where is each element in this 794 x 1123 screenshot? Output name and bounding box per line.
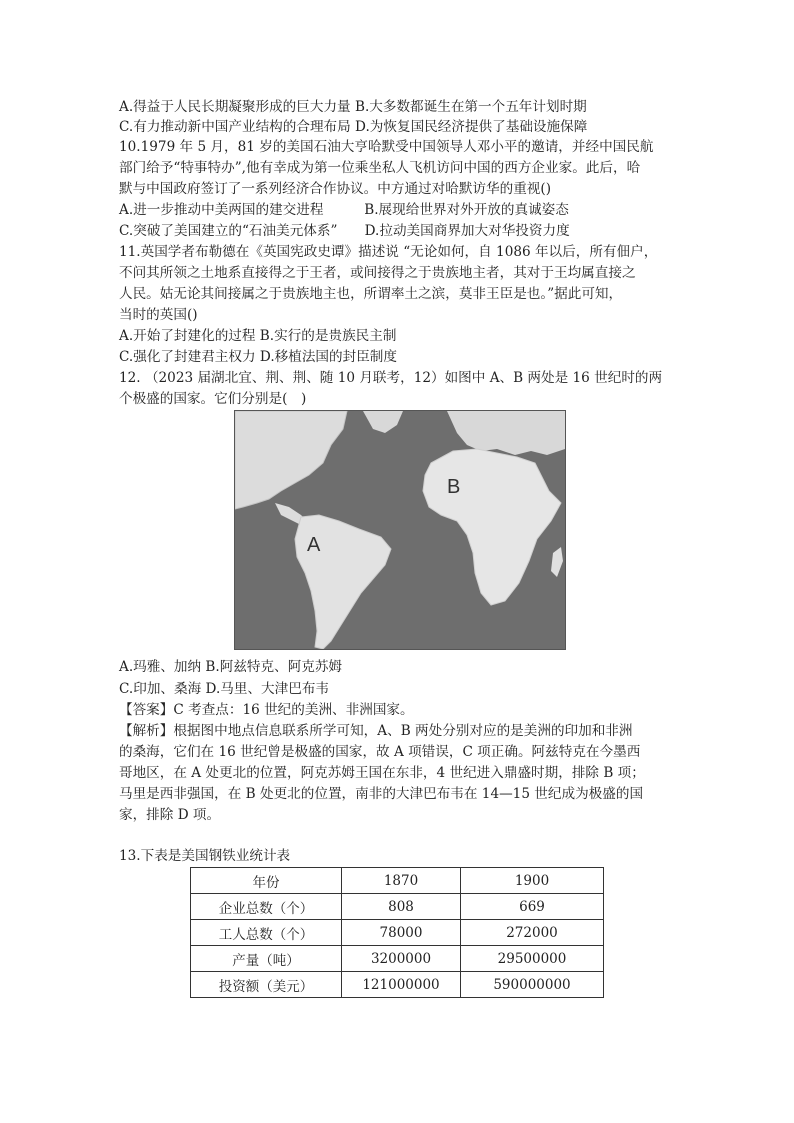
table-cell: 808 [342,894,461,920]
world-map-image [234,410,566,650]
q11-stem-4: 当时的英国() [119,307,198,323]
table-row [191,868,604,894]
q12-analysis-1: 【解析】根据图中地点信息联系所学可知，A、B 两处分别对应的是美洲的印加和非洲 [119,723,633,739]
map-label-b: B [447,476,461,498]
greenland-landmass [363,411,403,433]
europe-landmass [447,411,565,455]
table-cell: 669 [461,894,604,920]
north-america-landmass [235,411,347,509]
q10-stem-1: 10.1979 年 5 月，81 岁的美国石油大亨哈默受中国领导人邓小平的邀请，并经中国民航 [119,139,654,155]
q11-option-ab: A.开始了封建化的过程 B.实行的是贵族民主制 [119,328,397,344]
q10-option-cd: C.突破了美国建立的“石油美元体系” D.拉动美国商界加大对华投资力度 [119,223,570,239]
table-cell: 工人总数（个） [191,920,342,946]
table-cell: 年份 [191,868,342,894]
table-cell: 1900 [461,868,604,894]
steel-statistics-table-wrap [190,867,604,998]
q9-option-ab: A.得益于人民长期凝聚形成的巨大力量 B.大多数都诞生在第一个五年计划时期 [119,99,587,115]
q11-stem-2: 不问其所领之土地系直接得之于王者，或间接得之于贵族地主者，其对于王均属直接之 [119,265,636,281]
map-svg [235,411,565,649]
table-cell: 产量（吨） [191,946,342,972]
table-cell: 3200000 [342,946,461,972]
table-cell: 590000000 [461,972,604,998]
q10-option-ab: A.进一步推动中美两国的建交进程 B.展现给世界对外开放的真诚姿态 [119,202,569,218]
q12-answer: 【答案】C 考查点：16 世纪的美洲、非洲国家。 [119,702,414,718]
q12-analysis-5: 家，排除 D 项。 [119,807,221,823]
q12-option-cd: C.印加、桑海 D.马里、大津巴布韦 [119,681,330,697]
africa-landmass [423,449,561,605]
table-cell: 121000000 [342,972,461,998]
map-label-a: A [307,534,321,556]
q12-analysis-4: 马里是西非强国，在 B 处更北的位置，南非的大津巴布韦在 14—15 世纪成为极盛的国 [119,786,644,802]
q11-option-cd: C.强化了封建君主权力 D.移植法国的封臣制度 [119,349,397,365]
steel-statistics-table [190,867,604,998]
table-row [191,894,604,920]
table-cell: 78000 [342,920,461,946]
q12-option-ab: A.玛雅、加纳 B.阿兹特克、阿克苏姆 [119,659,343,675]
q13-stem: 13.下表是美国钢铁业统计表 [119,848,291,864]
table-row [191,920,604,946]
table-cell: 29500000 [461,946,604,972]
table-cell: 投资额（美元） [191,972,342,998]
table-row [191,972,604,998]
madagascar-landmass [551,547,563,577]
table-cell: 1870 [342,868,461,894]
q12-stem-2: 个极盛的国家。它们分别是( ) [119,391,307,407]
q9-option-cd: C.有力推动新中国产业结构的合理布局 D.为恢复国民经济提供了基础设施保障 [119,119,588,135]
q10-stem-3: 默与中国政府签订了一系列经济合作协议。中方通过对哈默访华的重视() [119,181,552,197]
q12-stem-1: 12. （2023 届湖北宜、荆、荆、随 10 月联考，12）如图中 A、B 两处是 16 世纪时的两 [119,370,663,386]
q11-stem-3: 人民。姑无论其间接属之于贵族地主也，所谓率土之滨，莫非王臣是也。”据此可知， [119,286,623,302]
q10-stem-2: 部门给予“特事特办”,他有幸成为第一位乘坐私人飞机访问中国的西方企业家。此后，哈 [119,160,641,176]
q12-analysis-3: 哥地区，在 A 处更北的位置，阿克苏姆王国在东非，4 世纪进入鼎盛时期，排除 B 项； [119,765,645,781]
q12-analysis-2: 的桑海，它们在 16 世纪曾是极盛的国家，故 A 项错误，C 项正确。阿兹特克在今墨西 [119,744,641,760]
table-cell: 272000 [461,920,604,946]
q11-stem-1: 11.英国学者布勒德在《英国宪政史谭》描述说 “无论如何，自 1086 年以后，所有佃户， [119,244,658,260]
table-cell: 企业总数（个） [191,894,342,920]
table-row [191,946,604,972]
